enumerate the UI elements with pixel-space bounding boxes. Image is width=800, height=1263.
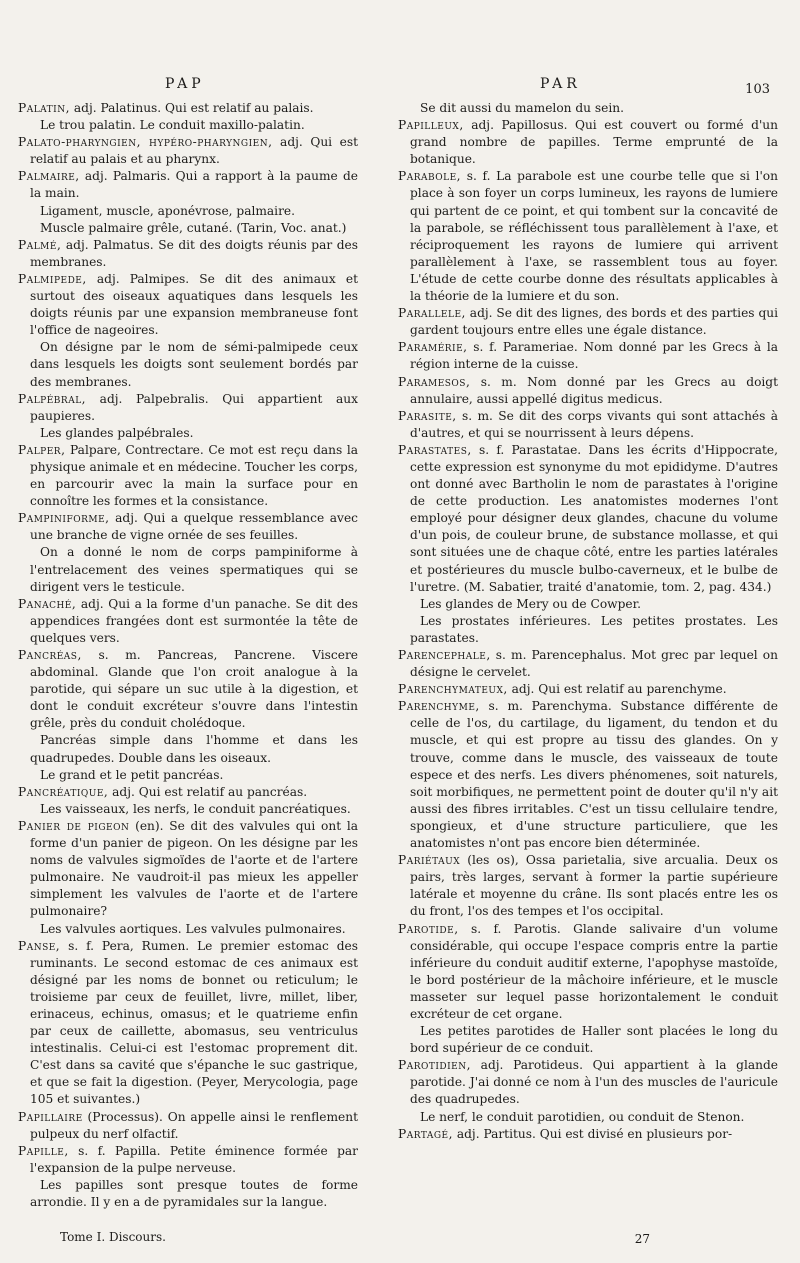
entry-headword: Panse, [18,938,61,953]
entry-headword: Parallele, [398,306,466,321]
entry-text: adj. Qui a la forme d'un panache. Se dit des appendices frangées dont est surmontée la tête de quelques vers. [30,596,358,645]
entry-text: adj. Qui a quelque ressemblance avec une branche de vigne ornée de ses feuilles. [30,511,358,543]
entry-headword: Pampiniforme, [18,511,110,526]
entry-continuation [18,425,358,442]
dictionary-entry [18,647,358,732]
dictionary-entry [398,305,778,339]
dictionary-entry [398,698,778,852]
entry-headword: Papilleux, [398,118,464,133]
entry-continuation [398,1109,778,1126]
entry-text: Palpare, Contrectare. Ce mot est reçu dans la physique animale et en médecine. Toucher les corps, en parcourir avec la main la surface pour en connoître les formes et la consistance. [30,442,358,509]
entry-text: adj. Qui est relatif au pancréas. [108,784,308,799]
entry-text: adj. Parotideus. Qui appartient à la glande parotide. J'ai donné ce nom à l'un des muscles de l'auricule des quadrupedes. [410,1058,778,1107]
right-column [398,100,778,1143]
entry-headword: Pancréas, [18,648,82,662]
entry-text: adj. Palmatus. Se dit des doigts réunis par des membranes. [30,237,358,269]
dictionary-entry [18,1143,358,1177]
entry-headword: Palmipede, [18,271,87,286]
entry-headword: Parenchyme, [398,699,480,714]
entry-text: s. m. Parenchyma. Substance différente de celle de l'os, du cartilage, du ligament, du tendon et du muscle, et qui est propre au tissu des glandes. On y trouve, comme dans le muscle, des vaisseaux de toute espece et des nerfs. Les divers phénomenes, soit naturels, soit morbifiques, ne permettent point de douter qu'il n'y ait aussi des fibres irritables. C'est un tissu cellulaire tendre, spongieux, et d'une structure particuliere, que les anatomistes n'ont pas encore bien déterminée. [410,699,778,851]
entry-text: s. f. La parabole est une courbe telle que si l'on place à son foyer un corps lumineux, les rayons de lumiere qui partent de ce point, et qui tombent sur la concavité de la parabole, se réfléchissent tous parallèlement à l'axe, et réciproquement les rayons de lumiere qui arrivent parallèlement à l'axe, se rassemblent tous au foyer. L'étude de cette courbe donne des résultats applicables à la théorie de la lumiere et du son. [410,169,778,304]
entry-text: (les os), Ossa parietalia, sive arcualia. Deux os pairs, très larges, servant à former la partie supérieure latérale et moyenne du crâne. Ils sont placés entre les os du front, l'os des tempes et l'os occipital. [410,853,778,919]
entry-continuation [398,100,778,117]
entry-continuation [398,596,778,613]
left-column [18,100,358,1211]
left-running-head: PAP [165,76,205,92]
dictionary-entry [398,1126,778,1143]
entry-headword: Palpébral, [18,391,87,406]
entry-text: (en). Se dit des valvules qui ont la forme d'un panier de pigeon. On les désigne par les noms de valvules sigmoïdes de l'aorte et de l'artere pulmonaire. Ne vaudroit-il pas mieux les appeller simplement les valvules de l'aorte et de l'artere pulmonaire? [30,818,358,919]
entry-text: Le trou palatin. Le conduit maxillo-palatin. [40,118,305,133]
entry-continuation [18,339,358,390]
entry-continuation [18,1177,358,1211]
entry-headword: Palmaire, [18,169,80,184]
entry-text: Les valvules aortiques. Les valvules pulmonaires. [40,921,346,936]
entry-headword: Parenchymateux, [398,682,508,697]
dictionary-entry [398,117,778,168]
entry-text: s. m. Parencephalus. Mot grec par lequel on désigne le cervelet. [410,648,778,680]
entry-headword: Palper, [18,442,66,457]
entry-text: s. f. Parastatae. Dans les écrits d'Hippocrate, cette expression est synonyme du mot epididyme. D'autres ont donné avec Bartholin le nom de parastates à l'origine de cette production. Les anatomistes modernes l'ont employé pour désigner deux glandes, chacune du volume d'un pois, de couleur brune, de substance mollasse, et qui sont situées une de chaque côté, entre les parties latérales et postérieures du muscle bulbo-caverneux, et le bulbe de l'uretre. (M. Sabatier, traité d'anatomie, tom. 2, pag. 434.) [410,442,778,594]
entry-headword: Papille, [18,1143,69,1158]
entry-continuation [18,801,358,818]
entry-headword: Partagé, [398,1126,453,1141]
entry-continuation [18,767,358,784]
entry-headword: Palato-pharyngien, hypéro-pharyngien, [18,135,273,150]
entry-headword: Parotide, [398,921,459,936]
dictionary-entry [398,374,778,408]
signature-mark: 27 [634,1232,650,1246]
entry-text: Les petites parotides de Haller sont placées le long du bord supérieur de ce conduit. [410,1024,778,1056]
entry-text: On a donné le nom de corps pampiniforme à l'entrelacement des veines spermatiques qui se dirigent vers le testicule. [30,545,358,594]
dictionary-entry [398,168,778,305]
footer-volume: Tome I. Discours. [60,1230,166,1244]
entry-text: adj. Palatinus. Qui est relatif au palais. [70,101,314,115]
entry-headword: Pancréatique, [18,784,109,799]
dictionary-entry [18,818,358,921]
entry-headword: Panier de pigeon [18,818,130,833]
entry-text: (Processus). On appelle ainsi le renflement pulpeux du nerf olfactif. [30,1109,358,1141]
entry-continuation [18,117,358,134]
dictionary-entry [398,442,778,596]
dictionary-entry [18,510,358,544]
dictionary-entry [18,391,358,425]
entry-text: s. f. Parameriae. Nom donné par les Grecs à la région interne de la cuisse. [410,340,778,372]
dictionary-entry [18,784,358,801]
entry-text: adj. Se dit des lignes, des bords et des parties qui gardent toujours entre elles une égale distance. [410,306,778,338]
dictionary-entry [398,681,778,698]
right-running-head: PAR [540,76,581,92]
entry-text: Le nerf, le conduit parotidien, ou conduit de Stenon. [420,1109,745,1124]
entry-text: adj. Qui est relatif au parenchyme. [507,682,727,697]
entry-continuation [18,220,358,237]
entry-continuation [398,1023,778,1057]
dictionary-entry [18,237,358,271]
entry-headword: Palmé, [18,237,62,252]
entry-text: s. m. Nom donné par les Grecs au doigt annulaire, aussi appellé digitus medicus. [410,374,778,406]
entry-text: s. f. Parotis. Glande salivaire d'un volume considérable, qui occupe l'espace compris entre la partie inférieure du conduit auditif externe, l'apophyse mastoïde, le bord postérieur de la mâchoire inférieure, et le muscle masseter sur lequel passe horizontalement le conduit excréteur de cet organe. [410,921,778,1021]
dictionary-entry [18,596,358,647]
entry-text: Pancréas simple dans l'homme et dans les quadrupedes. Double dans les oiseaux. [30,733,358,765]
dictionary-entry [398,339,778,373]
dictionary-entry [18,271,358,339]
entry-text: adj. Qui est relatif au palais et au pharynx. [30,135,358,167]
entry-headword: Papillaire [18,1109,83,1124]
entry-text: Ligament, muscle, aponévrose, palmaire. [40,203,295,218]
dictionary-entry [398,1057,778,1108]
entry-headword: Paramesos, [398,374,471,389]
dictionary-entry [18,100,358,117]
dictionary-entry [18,1109,358,1143]
dictionary-entry [18,134,358,168]
entry-text: s. m. Se dit des corps vivants qui sont attachés à d'autres, et qui se nourrissent à leurs dépens. [410,408,778,440]
entry-continuation [18,203,358,220]
entry-text: adj. Palmaris. Qui a rapport à la paume de la main. [30,169,358,201]
entry-text: adj. Palmipes. Se dit des animaux et surtout des oiseaux aquatiques dans lesquels les doigts réunis par une expansion membraneuse font l'office de nageoires. [30,271,358,338]
entry-headword: Palatin, [18,101,70,115]
entry-headword: Parastates, [398,442,472,457]
entry-continuation [18,921,358,938]
entry-text: Muscle palmaire grêle, cutané. (Tarin, Voc. anat.) [40,220,347,235]
entry-text: On désigne par le nom de sémi-palmipede ceux dans lesquels les doigts sont seulement bordés par des membranes. [30,340,358,389]
dictionary-entry [398,408,778,442]
dictionary-entry [398,852,778,920]
entry-text: Les glandes palpébrales. [40,425,194,440]
entry-headword: Parasite, [398,408,457,423]
entry-text: Les papilles sont presque toutes de forme arrondie. Il y en a de pyramidales sur la langue. [30,1177,358,1209]
entry-headword: Parotidien, [398,1058,472,1073]
entry-text: Le grand et le petit pancréas. [40,767,224,782]
entry-continuation [18,732,358,766]
entry-text: s. f. Papilla. Petite éminence formée par l'expansion de la pulpe nerveuse. [30,1143,358,1175]
entry-text: Les glandes de Mery ou de Cowper. [420,596,641,611]
entry-headword: Paramérie, [398,340,468,355]
dictionary-entry [18,938,358,1109]
entry-text: s. m. Pancreas, Pancrene. Viscere abdominal. Glande que l'on croit analogue à la parotide, qui sépare un suc utile à la digestion, et dont le conduit excréteur s'ouvre dans l'intestin grêle, près du conduit cholédoque. [30,648,358,731]
dictionary-entry [398,921,778,1024]
entry-text: Se dit aussi du mamelon du sein. [420,101,624,115]
page-number: 103 [745,82,770,97]
dictionary-entry [18,442,358,510]
entry-text: Les vaisseaux, les nerfs, le conduit pancréatiques. [40,801,351,816]
entry-text: adj. Papillosus. Qui est couvert ou formé d'un grand nombre de papilles. Terme emprunté de la botanique. [410,118,778,167]
entry-headword: Parabole, [398,169,462,184]
entry-continuation [398,613,778,647]
entry-text: adj. Partitus. Qui est divisé en plusieurs por- [452,1126,733,1141]
entry-text: Les prostates inférieures. Les petites prostates. Les parastates. [410,613,778,645]
dictionary-entry [18,168,358,202]
entry-text: s. f. Pera, Rumen. Le premier estomac des ruminants. Le second estomac de ces animaux est désigné par les noms de bonnet ou reticulum; le troisieme par ceux de feuillet, livre, millet, liber, erinaceus, echinus, omasus; et le quatrieme enfin par ceux de caillette, abomasus, seu ventriculus intestinalis. Celui-ci est l'estomac proprement dit. C'est dans sa cavité que s'épanche le suc gastrique, et que se fait la digestion. (Peyer, Merycologia, page 105 et suivantes.) [30,938,358,1107]
dictionary-entry [398,647,778,681]
entry-headword: Panaché, [18,596,77,611]
entry-continuation [18,544,358,595]
entry-headword: Parencephale, [398,648,491,662]
entry-headword: Pariétaux [398,853,461,868]
entry-text: adj. Palpebralis. Qui appartient aux paupieres. [30,391,358,423]
